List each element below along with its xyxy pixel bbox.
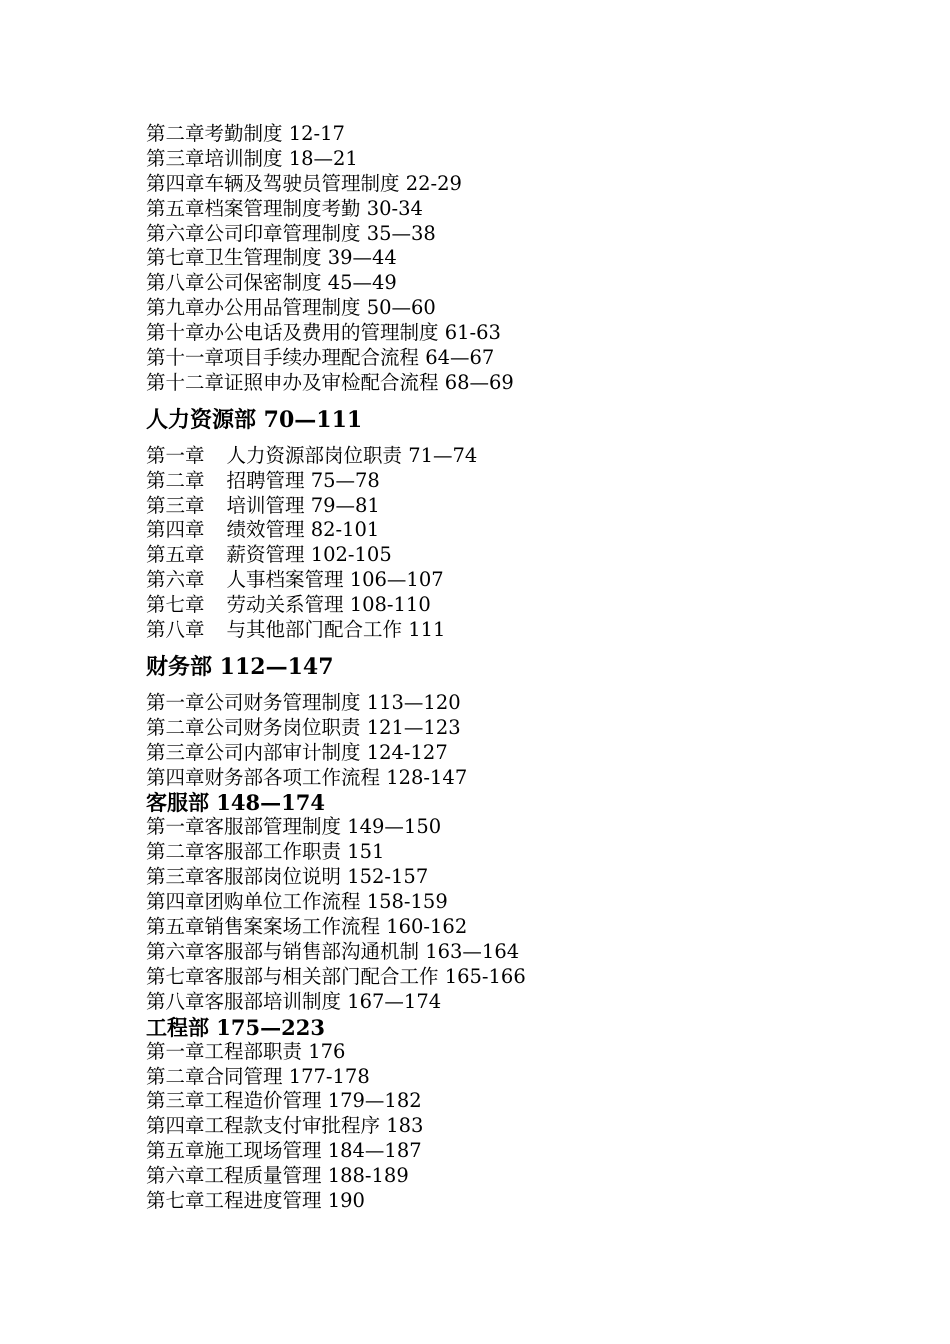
toc-entry: 第十一章项目手续办理配合流程 64—67 — [146, 346, 495, 370]
toc-entry: 第十章办公电话及费用的管理制度 61-63 — [146, 321, 501, 345]
toc-entry: 第三章工程造价管理 179—182 — [146, 1089, 422, 1113]
toc-entry: 第四章工程款支付审批程序 183 — [146, 1114, 424, 1138]
table-of-contents — [146, 122, 526, 1214]
toc-entry: 第二章合同管理 177-178 — [146, 1064, 370, 1088]
toc-entry: 第九章办公用品管理制度 50—60 — [146, 296, 436, 320]
chapter-number: 第六章 — [146, 568, 205, 592]
toc-entry: 第八章公司保密制度 45—49 — [146, 271, 397, 295]
toc-entry: 第四章车辆及驾驶员管理制度 22-29 — [146, 171, 462, 195]
chapter-title: 培训管理 79—81 — [226, 493, 380, 517]
toc-entry — [146, 494, 526, 519]
chapter-number: 第七章 — [146, 593, 205, 617]
toc-entry — [146, 444, 526, 469]
toc-entry: 第二章考勤制度 12-17 — [146, 122, 345, 145]
section-heading-service: 客服部 148—174 — [146, 790, 325, 816]
chapter-title: 劳动关系管理 108-110 — [226, 593, 431, 617]
toc-entry: 第六章公司印章管理制度 35—38 — [146, 221, 436, 245]
chapter-number: 第四章 — [146, 518, 205, 542]
toc-entry: 第七章客服部与相关部门配合工作 165-166 — [146, 964, 526, 988]
toc-entry: 第四章财务部各项工作流程 128-147 — [146, 765, 468, 789]
toc-entry: 第十二章证照申办及审检配合流程 68—69 — [146, 370, 514, 394]
toc-entry: 第五章销售案案场工作流程 160-162 — [146, 915, 468, 939]
toc-entry: 第七章卫生管理制度 39—44 — [146, 246, 397, 270]
toc-entry: 第一章公司财务管理制度 113—120 — [146, 690, 461, 714]
chapter-title: 人力资源部岗位职责 71—74 — [226, 443, 478, 467]
chapter-number: 第一章 — [146, 443, 205, 467]
toc-entry: 第八章客服部培训制度 167—174 — [146, 989, 442, 1013]
toc-entry: 第七章工程进度管理 190 — [146, 1188, 365, 1212]
section-heading-finance: 财务部 112—147 — [146, 653, 334, 680]
toc-entry — [146, 469, 526, 494]
toc-entry: 第六章工程质量管理 188-189 — [146, 1164, 409, 1188]
toc-entry: 第五章档案管理制度考勤 30-34 — [146, 196, 423, 220]
toc-entry — [146, 518, 526, 543]
chapter-title: 招聘管理 75—78 — [226, 468, 380, 492]
toc-entry: 第三章培训制度 18—21 — [146, 146, 358, 170]
toc-entry: 第一章工程部职责 176 — [146, 1039, 346, 1063]
toc-entry — [146, 618, 526, 643]
chapter-title: 绩效管理 82-101 — [226, 518, 380, 542]
chapter-title: 人事档案管理 106—107 — [226, 568, 444, 592]
chapter-number: 第五章 — [146, 543, 205, 567]
toc-entry: 第五章施工现场管理 184—187 — [146, 1139, 422, 1163]
toc-entry — [146, 543, 526, 568]
toc-entry: 第六章客服部与销售部沟通机制 163—164 — [146, 939, 520, 963]
toc-entry: 第三章公司内部审计制度 124-127 — [146, 740, 448, 764]
chapter-title: 薪资管理 102-105 — [226, 543, 392, 567]
toc-entry: 第一章客服部管理制度 149—150 — [146, 815, 442, 839]
chapter-number: 第八章 — [146, 618, 205, 642]
toc-entry: 第二章客服部工作职责 151 — [146, 840, 385, 864]
chapter-number: 第二章 — [146, 468, 205, 492]
toc-entry: 第三章客服部岗位说明 152-157 — [146, 865, 429, 889]
toc-entry: 第四章团购单位工作流程 158-159 — [146, 890, 448, 914]
section-heading-hr: 人力资源部 70—111 — [146, 406, 363, 433]
toc-entry: 第二章公司财务岗位职责 121—123 — [146, 715, 461, 739]
toc-entry — [146, 568, 526, 593]
chapter-number: 第三章 — [146, 493, 205, 517]
section-heading-engineering: 工程部 175—223 — [146, 1014, 325, 1040]
chapter-title: 与其他部门配合工作 111 — [226, 618, 446, 642]
toc-entry — [146, 593, 526, 618]
